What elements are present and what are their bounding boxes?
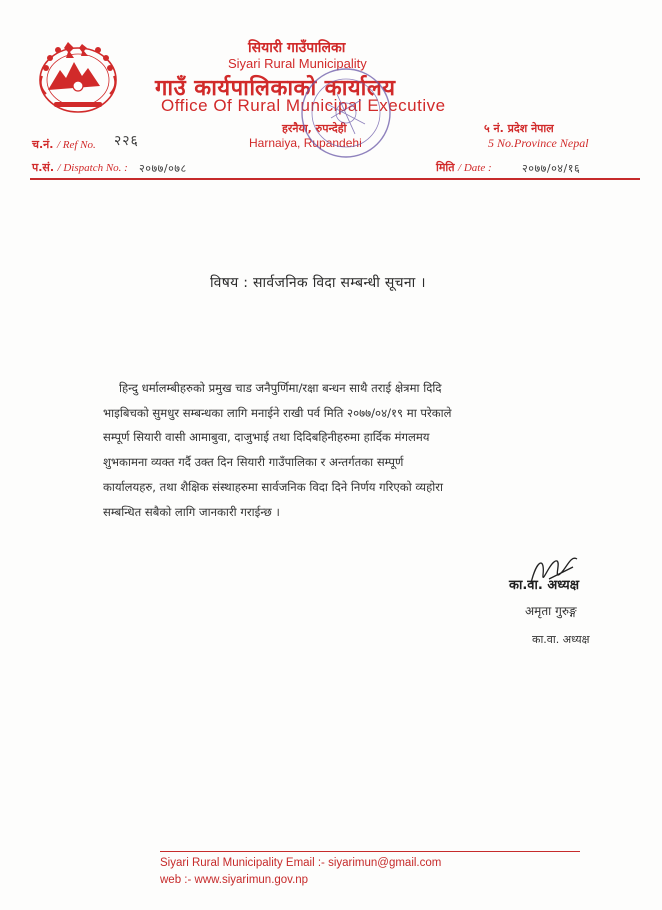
footer-divider <box>160 851 580 852</box>
office-name-english: Office Of Rural Municipal Executive <box>161 96 446 115</box>
government-emblem-icon <box>34 36 122 116</box>
body-line: हिन्दु धर्मालम्बीहरुको प्रमुख चाड जनैपुर्णिमा/रक्षा बन्धन साथै तराई क्षेत्रमा दिदि <box>119 381 442 395</box>
letterhead-divider <box>30 178 640 180</box>
ref-label-nepali: च.नं. <box>32 138 54 151</box>
ref-label-english: / Ref No. <box>56 139 96 151</box>
municipality-name-english: Siyari Rural Municipality <box>228 56 367 71</box>
dispatch-label-nepali: प.सं. <box>32 161 55 174</box>
body-line: शुभकामना व्यक्त गर्दै उक्त दिन सियारी गाउँपालिका र अन्तर्गतका सम्पूर्ण <box>103 455 404 470</box>
subject-line: विषय : सार्वजनिक विदा सम्बन्धी सूचना । <box>210 275 426 291</box>
date-label-english: / Date : <box>458 162 492 174</box>
body-line: सम्बन्धित सबैको लागि जानकारी गराईन्छ । <box>103 504 280 519</box>
ref-number-value: २२६ <box>114 133 139 149</box>
dispatch-label-english: / Dispatch No. : <box>57 162 128 174</box>
footer-contact: Siyari Rural Municipality Email :- siyarimun@gmail.com <box>160 857 442 869</box>
date-label <box>436 160 492 175</box>
date-label-nepali: मिति <box>436 161 455 174</box>
place-english: Harnaiya, Rupandehi <box>249 136 362 150</box>
dispatch-number-value: २०७७/०७८ <box>139 162 187 175</box>
dispatch-number-label <box>32 160 128 175</box>
body-line: भाइबिचको सुमधुर सम्बन्धका लागि मनाईने राखी पर्व मिति २०७७/०४/१९ मा परेकाले <box>103 405 452 420</box>
ref-number-label <box>32 137 96 152</box>
signature-stamp-title: का.वा. अध्यक्ष <box>509 578 580 593</box>
province-nepali: ५ नं. प्रदेश नेपाल <box>484 122 554 135</box>
province-english: 5 No.Province Nepal <box>488 136 589 150</box>
place-nepali: हरनैया, रुपन्देही <box>282 122 347 135</box>
office-name-nepali: गाउँ कार्यपालिकाको कार्यालय <box>155 76 396 101</box>
body-line: कार्यालयहरु, तथा शैक्षिक संस्थाहरुमा सार्वजनिक विदा दिने निर्णय गरिएको व्यहोरा <box>103 479 443 494</box>
municipality-name-nepali: सियारी गाउँपालिका <box>248 40 346 56</box>
body-line: सम्पूर्ण सियारी वासी आमाबुवा, दाजुभाई तथा दिदिबहिनीहरुमा हार्दिक मंगलमय <box>103 430 430 445</box>
footer-website: web :- www.siyarimun.gov.np <box>160 874 309 886</box>
signatory-name: अमृता गुरुङ्ग <box>525 604 577 618</box>
notice-body <box>103 376 606 524</box>
signatory-title: का.वा. अध्यक्ष <box>532 633 590 646</box>
official-stamp-icon <box>297 64 395 162</box>
date-value: २०७७/०४/१६ <box>522 162 581 175</box>
